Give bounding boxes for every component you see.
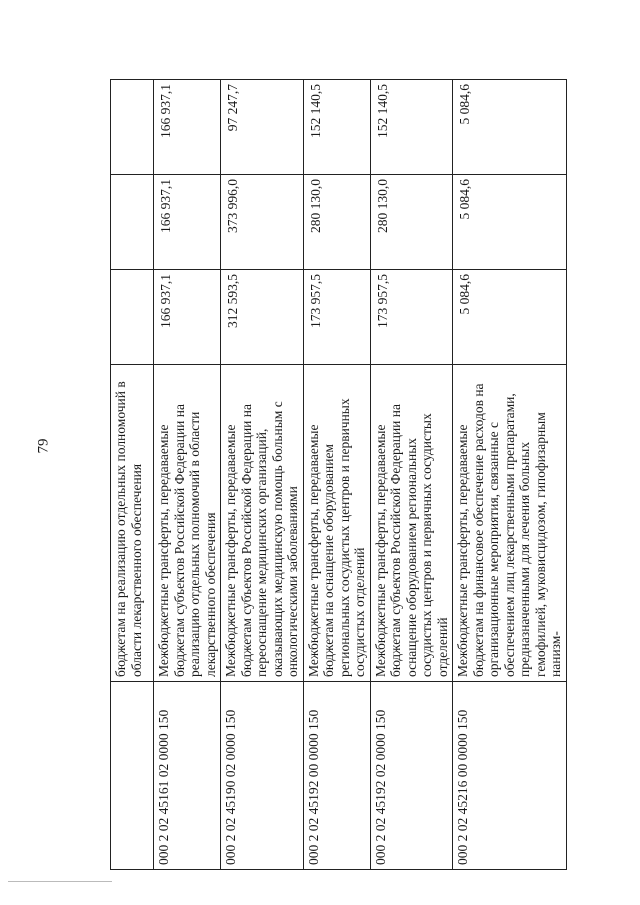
table-row — [370, 80, 453, 870]
description-cell: Межбюджетные трансферты, передаваемые бюджетам на оснащение оборудованием региональных сосудистых центров и первичных сосудистых отделений — [303, 365, 370, 682]
budget-code-cell: 000 2 02 45192 02 0000 150 — [370, 682, 453, 870]
budget-code-cell: 000 2 02 45216 00 0000 150 — [453, 682, 567, 870]
table-row — [303, 80, 370, 870]
value-cell-year3 — [111, 80, 154, 175]
value-cell-year1: 173 957,5 — [370, 270, 453, 365]
description-cell: Межбюджетные трансферты, передаваемые бюджетам субъектов Российской Федерации на оснащение оборудованием региональных сосудистых центров и первичных сосудистых отделений — [370, 365, 453, 682]
value-cell-year2: 280 130,0 — [303, 175, 370, 270]
budget-code-cell: 000 2 02 45192 00 0000 150 — [303, 682, 370, 870]
table-row — [453, 80, 567, 870]
page-number: 79 — [35, 438, 52, 454]
budget-code-cell: 000 2 02 45161 02 0000 150 — [154, 682, 221, 870]
value-cell-year1 — [111, 270, 154, 365]
value-cell-year2: 280 130,0 — [370, 175, 453, 270]
value-cell-year1: 312 593,5 — [221, 270, 304, 365]
budget-table-container — [110, 80, 563, 870]
value-cell-year2: 166 937,1 — [154, 175, 221, 270]
value-cell-year3: 166 937,1 — [154, 80, 221, 175]
table-row — [154, 80, 221, 870]
budget-code-cell: 000 2 02 45190 02 0000 150 — [221, 682, 304, 870]
description-cell: Межбюджетные трансферты, передаваемые бюджетам субъектов Российской Федерации на переоснащение медицинских организаций, оказывающих медицинскую помощь больным с онкологическими заболеваниями — [221, 365, 304, 682]
value-cell-year1: 5 084,6 — [453, 270, 567, 365]
value-cell-year3: 97 247,7 — [221, 80, 304, 175]
value-cell-year1: 173 957,5 — [303, 270, 370, 365]
budget-code-cell — [111, 682, 154, 870]
footer-rule — [8, 881, 112, 882]
value-cell-year3: 152 140,5 — [303, 80, 370, 175]
value-cell-year1: 166 937,1 — [154, 270, 221, 365]
budget-table — [110, 79, 567, 870]
description-cell: Межбюджетные трансферты, передаваемые бюджетам на финансовое обеспечение расходов на организационные мероприятия, связанные с обеспечением лиц лекарственными препаратами, предназначенными для лечения больных гемофилией, муковисцидозом, гипофизарным нанизм- — [453, 365, 567, 682]
description-cell: бюджетам на реализацию отдельных полномочий в области лекарственного обеспечения — [111, 365, 154, 682]
value-cell-year3: 152 140,5 — [370, 80, 453, 175]
description-cell: Межбюджетные трансферты, передаваемые бюджетам субъектов Российской Федерации на реализацию отдельных полномочий в области лекарственного обеспечения — [154, 365, 221, 682]
value-cell-year2 — [111, 175, 154, 270]
table-row — [111, 80, 154, 870]
value-cell-year3: 5 084,6 — [453, 80, 567, 175]
table-row — [221, 80, 304, 870]
value-cell-year2: 373 996,0 — [221, 175, 304, 270]
value-cell-year2: 5 084,6 — [453, 175, 567, 270]
